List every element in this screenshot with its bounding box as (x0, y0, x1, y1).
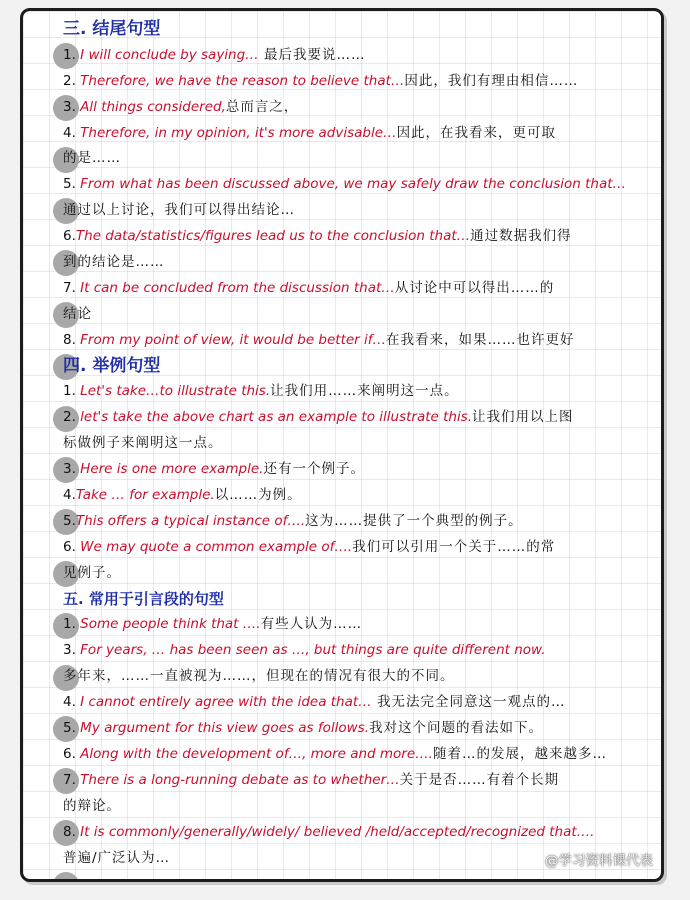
list-item: 4.Take … for example.以……为例。 (63, 487, 302, 504)
list-item: 3. For years, … has been seen as …, but things are quite different now. (63, 642, 546, 659)
list-item-continuation: 通过以上讨论，我们可以得出结论… (63, 202, 295, 219)
list-item: 1. I will conclude by saying… 最后我要说…… (63, 46, 366, 63)
list-item: 1. Let's take…to illustrate this.让我们用……来阐明这一点。 (63, 383, 459, 400)
binder-hole (53, 872, 79, 882)
section-title: 四. 举例句型 (63, 355, 161, 376)
section-title: 三. 结尾句型 (63, 19, 161, 39)
list-item-continuation: 的是…… (63, 150, 121, 167)
list-item: 5.This offers a typical instance of….这为……提供了一个典型的例子。 (63, 512, 523, 529)
list-item: 5. My argument for this view goes as follows.我对这个问题的看法如下。 (63, 720, 543, 737)
list-item: 6.The data/statistics/figures lead us to the conclusion that…通过数据我们得 (63, 228, 572, 245)
list-item: 2. Therefore, we have the reason to believe that…因此，我们有理由相信…… (63, 72, 579, 89)
list-item: 6. We may quote a common example of….我们可以引用一个关于……的常 (63, 538, 556, 555)
list-item: 6. Along with the development of…, more and more….随着…的发展，越来越多… (63, 745, 607, 762)
list-item-continuation: 的辩论。 (63, 797, 121, 814)
list-item: 8. From my point of view, it would be better if…在我看来，如果……也许更好 (63, 331, 575, 348)
list-item: 3. Here is one more example.还有一个例子。 (63, 461, 365, 478)
list-item: 5. From what has been discussed above, we may safely draw the conclusion that… (63, 176, 627, 193)
list-item-continuation: 多年来，……一直被视为……，但现在的情况有很大的不同。 (63, 668, 455, 685)
watermark: @学习资料课代表 (545, 853, 653, 869)
list-item-continuation: 普遍/广泛认为… (63, 849, 171, 866)
list-item: 7. There is a long-running debate as to whether…关于是否……有着个长期 (63, 771, 560, 788)
section-title: 五. 常用于引言段的句型 (63, 589, 224, 608)
list-item: 3. All things considered,总而言之， (63, 98, 299, 115)
list-item: 2. let's take the above chart as an example to illustrate this.让我们用以上图 (63, 409, 574, 426)
list-item-continuation: 标做例子来阐明这一点。 (63, 435, 223, 452)
notebook-page (20, 8, 664, 882)
list-item: 8. It is commonly/generally/widely/ believed /held/accepted/recognized that…. (63, 823, 595, 840)
list-item: 1. Some people think that ….有些人认为…… (63, 616, 363, 633)
notes-content (63, 17, 655, 871)
list-item-continuation: 结论 (63, 305, 92, 322)
list-item: 7. It can be concluded from the discussion that…从讨论中可以得出……的 (63, 279, 555, 296)
list-item: 4. I cannot entirely agree with the idea that… 我无法完全同意这一观点的… (63, 694, 566, 711)
list-item-continuation: 到的结论是…… (63, 254, 165, 271)
list-item-continuation: 见例子。 (63, 564, 121, 581)
list-item: 4. Therefore, in my opinion, it's more advisable…因此，在我看来，更可取 (63, 124, 557, 141)
